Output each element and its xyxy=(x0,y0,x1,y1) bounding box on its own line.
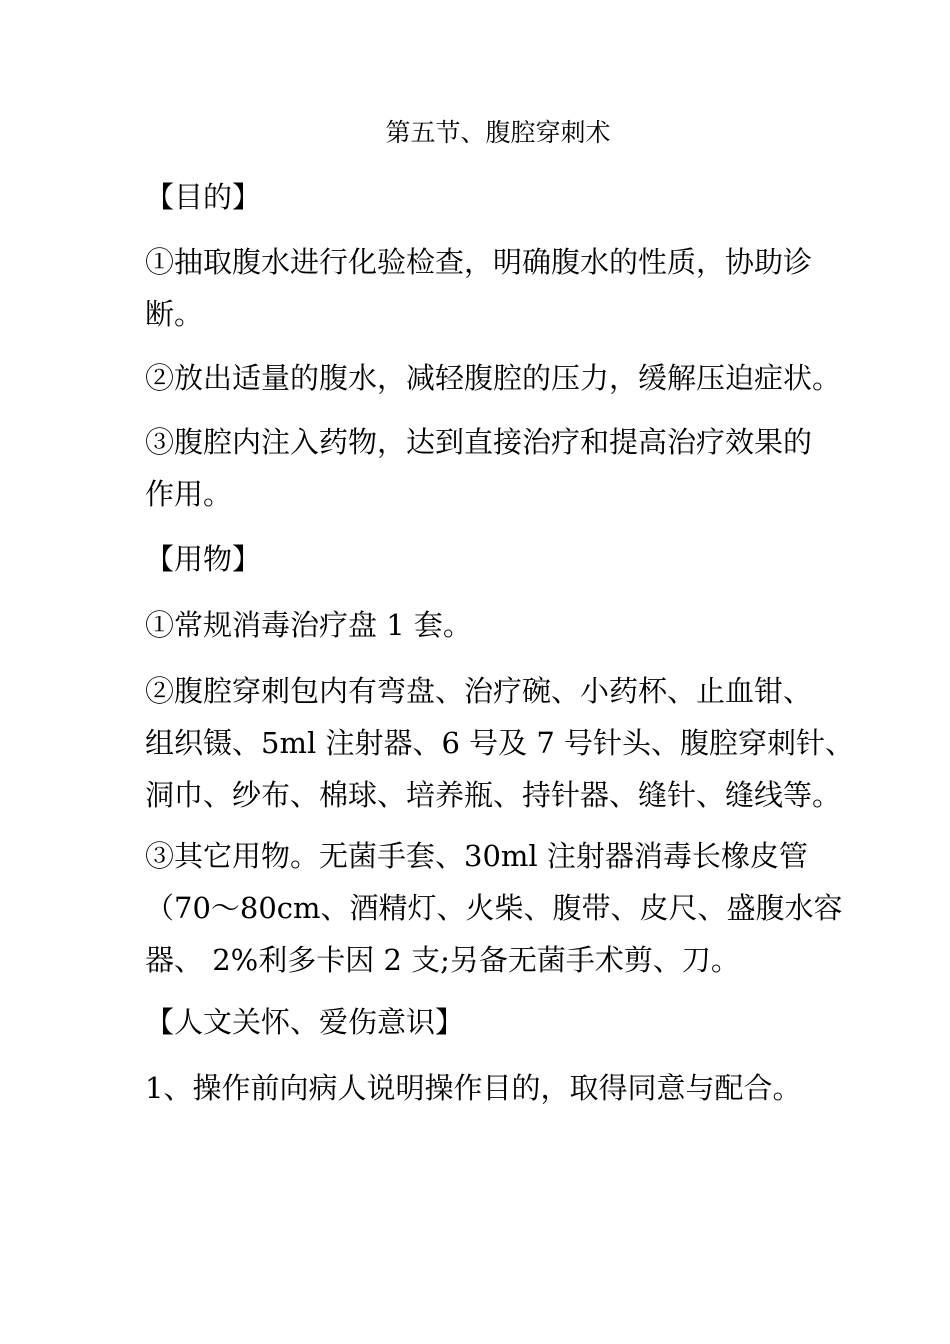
paragraph-line: ①常规消毒治疗盘 1 套。 xyxy=(145,608,472,642)
paragraph-line: 作用。 xyxy=(145,477,233,511)
paragraph-line: 器、 2%利多卡因 2 支;另备无菌手术剪、刀。 xyxy=(145,943,740,977)
paragraph-line: ②放出适量的腹水，减轻腹腔的压力，缓解压迫症状。 xyxy=(145,361,842,395)
paragraph-purpose-3 xyxy=(145,416,815,520)
paragraph-humanistic-care-1 xyxy=(145,1062,815,1114)
paragraph-line: 断。 xyxy=(145,297,204,331)
section-heading: 【用物】 xyxy=(145,542,262,576)
paragraph-line: 1、操作前向病人说明操作目的，取得同意与配合。 xyxy=(145,1071,802,1105)
page-title: 第五节、腹腔穿刺术 xyxy=(385,118,611,147)
paragraph-supplies-1 xyxy=(145,599,815,651)
paragraph-line: 洞巾、纱布、棉球、培养瓶、持针器、缝针、缝线等。 xyxy=(145,778,842,812)
section-heading-humanistic-care xyxy=(145,996,815,1048)
paragraph-purpose-2 xyxy=(145,352,842,404)
paragraph-purpose-1 xyxy=(145,236,815,340)
paragraph-line: （70～80cm、酒精灯、火柴、腹带、皮尺、盛腹水容 xyxy=(145,891,843,925)
paragraph-supplies-2 xyxy=(145,665,854,821)
paragraph-line: ③其它用物。无菌手套、30ml 注射器消毒长橡皮管 xyxy=(145,839,808,873)
paragraph-line: ③腹腔内注入药物，达到直接治疗和提高治疗效果的 xyxy=(145,425,813,459)
section-heading-supplies xyxy=(145,533,815,585)
paragraph-line: 组织镊、5ml 注射器、6 号及 7 号针头、腹腔穿刺针、 xyxy=(145,726,854,760)
paragraph-line: ①抽取腹水进行化验检查，明确腹水的性质，协助诊 xyxy=(145,245,813,279)
section-heading: 【目的】 xyxy=(145,180,262,214)
paragraph-line: ②腹腔穿刺包内有弯盘、治疗碗、小药杯、止血钳、 xyxy=(145,674,813,708)
section-heading: 【人文关怀、爱伤意识】 xyxy=(145,1005,465,1039)
section-heading-purpose xyxy=(145,171,815,223)
paragraph-supplies-3 xyxy=(145,830,843,986)
